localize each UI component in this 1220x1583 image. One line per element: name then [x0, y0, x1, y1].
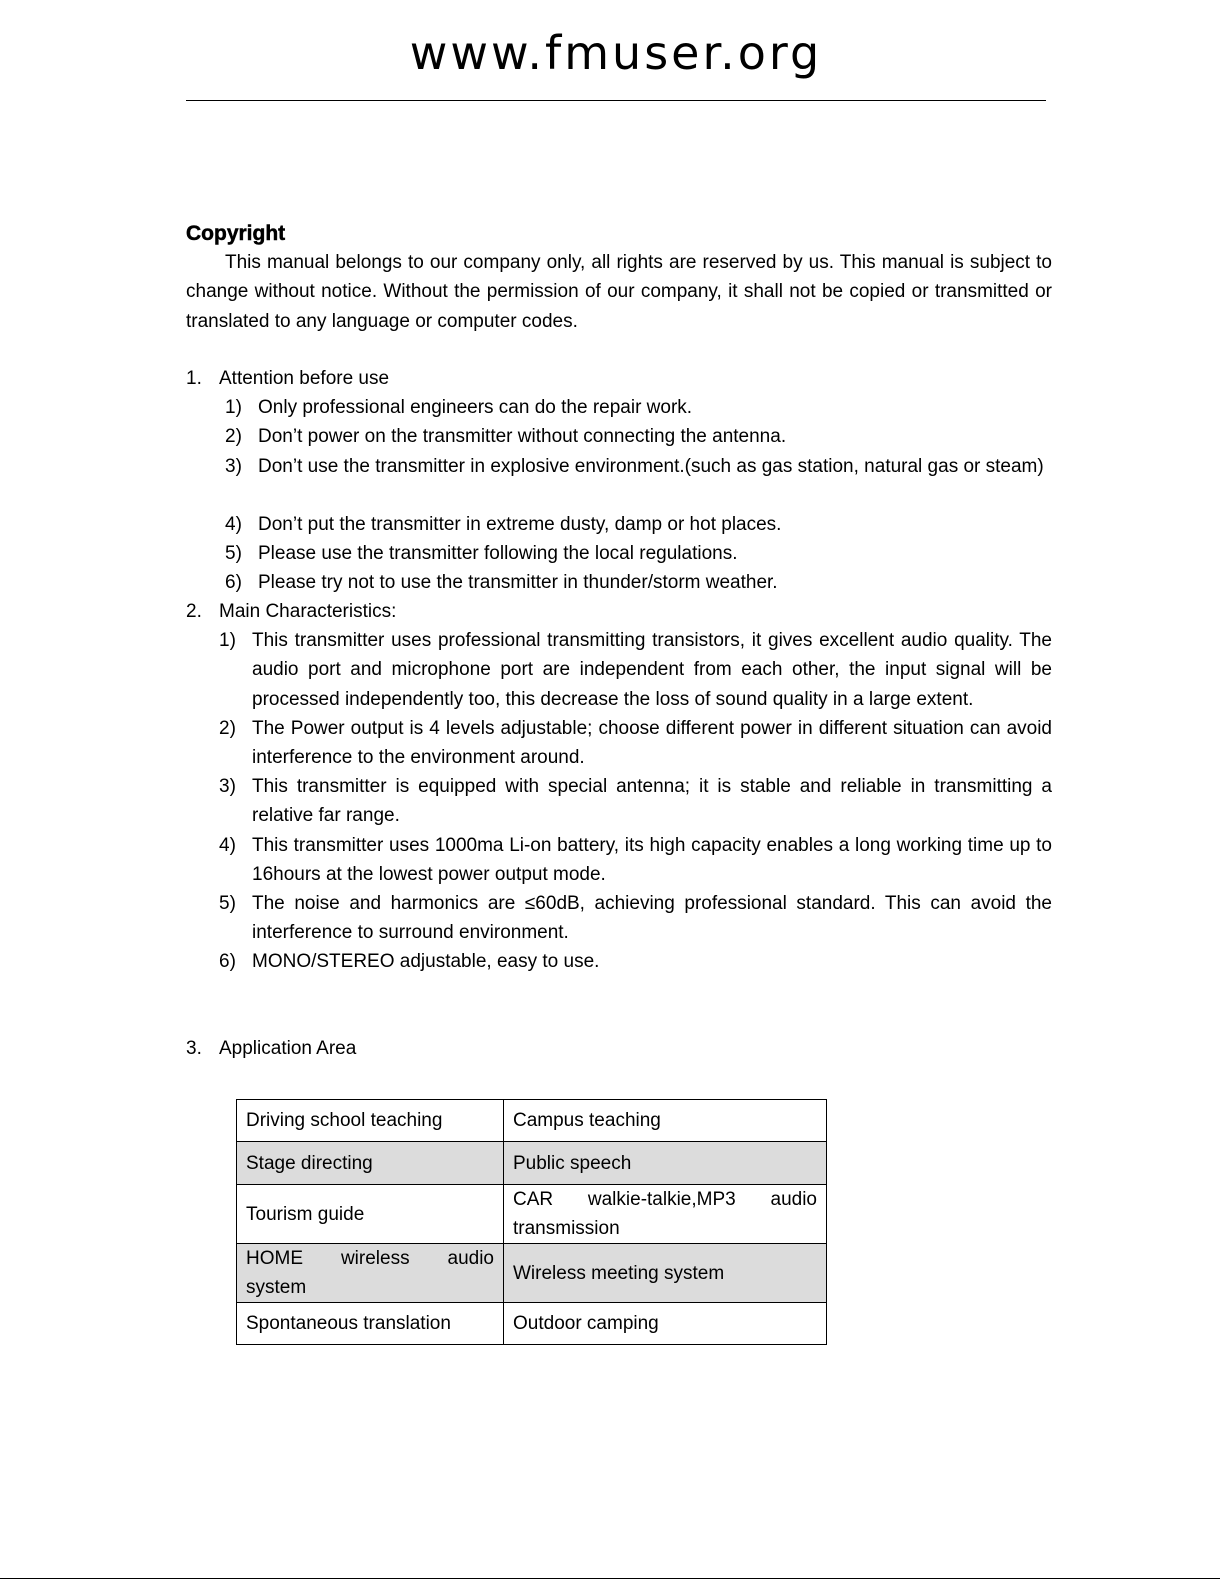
list-item-number: 1) — [225, 397, 242, 418]
section-number: 3. — [186, 1038, 202, 1059]
table-cell: CAR walkie-talkie,MP3 audio transmission — [504, 1185, 827, 1244]
list-item: This transmitter is equipped with special antenna; it is stable and reliable in transmitting a relative far range. — [252, 776, 1052, 827]
table-row — [237, 1142, 827, 1185]
table-row — [237, 1303, 827, 1345]
table-row — [237, 1185, 827, 1244]
table-cell: Spontaneous translation — [237, 1303, 504, 1345]
table-cell: Outdoor camping — [504, 1303, 827, 1345]
section-title-characteristics: Main Characteristics: — [219, 601, 397, 622]
list-item: The Power output is 4 levels adjustable; choose different power in different situation can avoid interference to the environment around. — [252, 718, 1052, 769]
list-item: Don’t put the transmitter in extreme dusty, damp or hot places. — [258, 514, 782, 535]
list-item: This transmitter uses professional transmitting transistors, it gives excellent audio quality. The audio port and microphone port are independent from each other, the input signal will be processed independently too, this decrease the loss of sound quality in a large extent. — [252, 630, 1052, 710]
list-item: Don’t use the transmitter in explosive environment.(such as gas station, natural gas or steam) — [258, 456, 1044, 477]
table-cell: Tourism guide — [237, 1185, 504, 1244]
table-cell: Stage directing — [237, 1142, 504, 1185]
page-bottom-border — [0, 1578, 1220, 1579]
list-item-number: 6) — [225, 572, 242, 593]
list-item: MONO/STEREO adjustable, easy to use. — [252, 951, 600, 972]
application-area-table — [236, 1099, 827, 1345]
list-item-number: 3) — [225, 456, 242, 477]
table-cell: Public speech — [504, 1142, 827, 1185]
section-title-attention: Attention before use — [219, 368, 390, 389]
list-item: This transmitter uses 1000ma Li-on battery, its high capacity enables a long working time up to 16hours at the lowest power output mode. — [252, 835, 1052, 886]
table-cell: Campus teaching — [504, 1100, 827, 1142]
list-item-number: 5) — [219, 893, 236, 914]
header-divider — [186, 100, 1046, 101]
list-item-number: 2) — [225, 426, 242, 447]
list-item: Only professional engineers can do the repair work. — [258, 397, 693, 418]
list-item-number: 3) — [219, 776, 236, 797]
section-number: 2. — [186, 601, 202, 622]
site-header: www.fmuser.org — [409, 26, 823, 80]
list-item-number: 4) — [225, 514, 242, 535]
copyright-title: Copyright — [186, 222, 286, 245]
section-title-application: Application Area — [219, 1038, 357, 1059]
list-item: Please use the transmitter following the local regulations. — [258, 543, 738, 564]
list-item: Don’t power on the transmitter without connecting the antenna. — [258, 426, 787, 447]
list-item-number: 4) — [219, 835, 236, 856]
list-item: The noise and harmonics are ≤60dB, achieving professional standard. This can avoid the interference to surround environment. — [252, 893, 1052, 944]
section-number: 1. — [186, 368, 202, 389]
list-item-number: 2) — [219, 718, 236, 739]
table-row — [237, 1244, 827, 1303]
table-row — [237, 1100, 827, 1142]
table-cell: HOME wireless audio system — [237, 1244, 504, 1303]
list-item-number: 6) — [219, 951, 236, 972]
list-item: Please try not to use the transmitter in thunder/storm weather. — [258, 572, 778, 593]
table-cell: Wireless meeting system — [504, 1244, 827, 1303]
copyright-text: This manual belongs to our company only, all rights are reserved by us. This manual is subject to change without notice. Without the permission of our company, it shall not be copied or transmitted or translated to any language or computer codes. — [186, 252, 1052, 332]
list-item-number: 1) — [219, 630, 236, 651]
table-cell: Driving school teaching — [237, 1100, 504, 1142]
list-item-number: 5) — [225, 543, 242, 564]
